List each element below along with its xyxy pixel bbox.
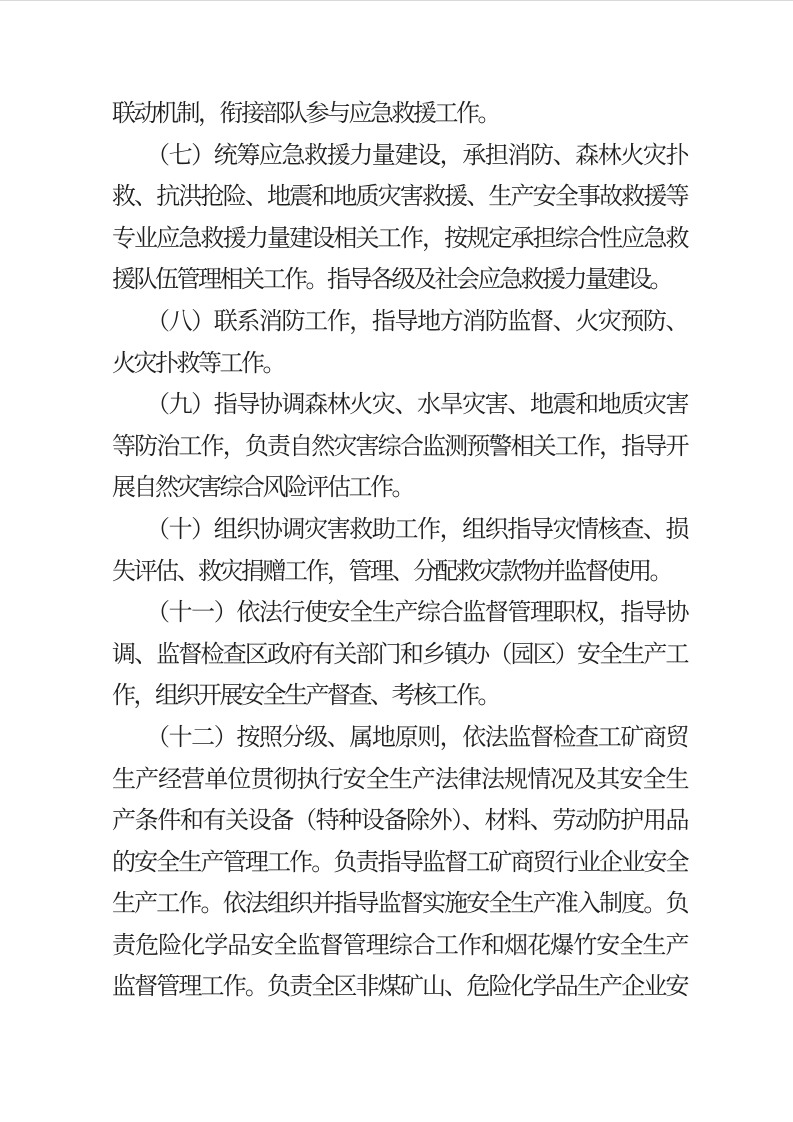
document-line: 救、抗洪抢险、地震和地质灾害救援、生产安全事故救援等 <box>112 182 687 211</box>
document-line: 等防治工作，负责自然灾害综合监测预警相关工作，指导开 <box>112 431 687 460</box>
document-line: 产条件和有关设备（特种设备除外）、材料、劳动防护用品 <box>112 806 687 835</box>
document-line: （十一）依法行使安全生产综合监督管理职权，指导协 <box>146 598 687 627</box>
document-line: 援队伍管理相关工作。指导各级及社会应急救援力量建设。 <box>112 265 671 294</box>
document-line: 生产工作。依法组织并指导监督实施安全生产准入制度。负 <box>112 889 687 918</box>
document-line: 作，组织开展安全生产督查、考核工作。 <box>112 681 499 710</box>
document-line: （七）统筹应急救援力量建设，承担消防、森林火灾扑 <box>146 140 687 169</box>
document-line: 生产经营单位贯彻执行安全生产法律法规情况及其安全生 <box>112 764 687 793</box>
document-line: 展自然灾害综合风险评估工作。 <box>112 473 413 502</box>
document-line: （十二）按照分级、属地原则，依法监督检查工矿商贸 <box>146 722 687 751</box>
document-line: 专业应急救援力量建设相关工作，按规定承担综合性应急救 <box>112 223 687 252</box>
document-line: 联动机制，衔接部队参与应急救援工作。 <box>112 99 499 127</box>
document-line: 火灾扑救等工作。 <box>112 348 284 377</box>
document-line: （八）联系消防工作，指导地方消防监督、火灾预防、 <box>146 306 687 335</box>
document-text-block <box>112 93 687 1008</box>
document-line: 责危险化学品安全监督管理综合工作和烟花爆竹安全生产 <box>112 930 687 959</box>
document-line: （十）组织协调灾害救助工作，组织指导灾情核查、损 <box>146 514 687 543</box>
document-line: 调、监督检查区政府有关部门和乡镇办（园区）安全生产工 <box>112 639 687 668</box>
document-line: （九）指导协调森林火灾、水旱灾害、地震和地质灾害 <box>146 390 687 419</box>
document-line: 监督管理工作。负责全区非煤矿山、危险化学品生产企业安 <box>112 972 687 1001</box>
page-top-edge-scan-line <box>0 0 793 1</box>
document-line: 失评估、救灾捐赠工作，管理、分配救灾款物并监督使用。 <box>112 556 671 585</box>
document-line: 的安全生产管理工作。负责指导监督工矿商贸行业企业安全 <box>112 847 687 876</box>
